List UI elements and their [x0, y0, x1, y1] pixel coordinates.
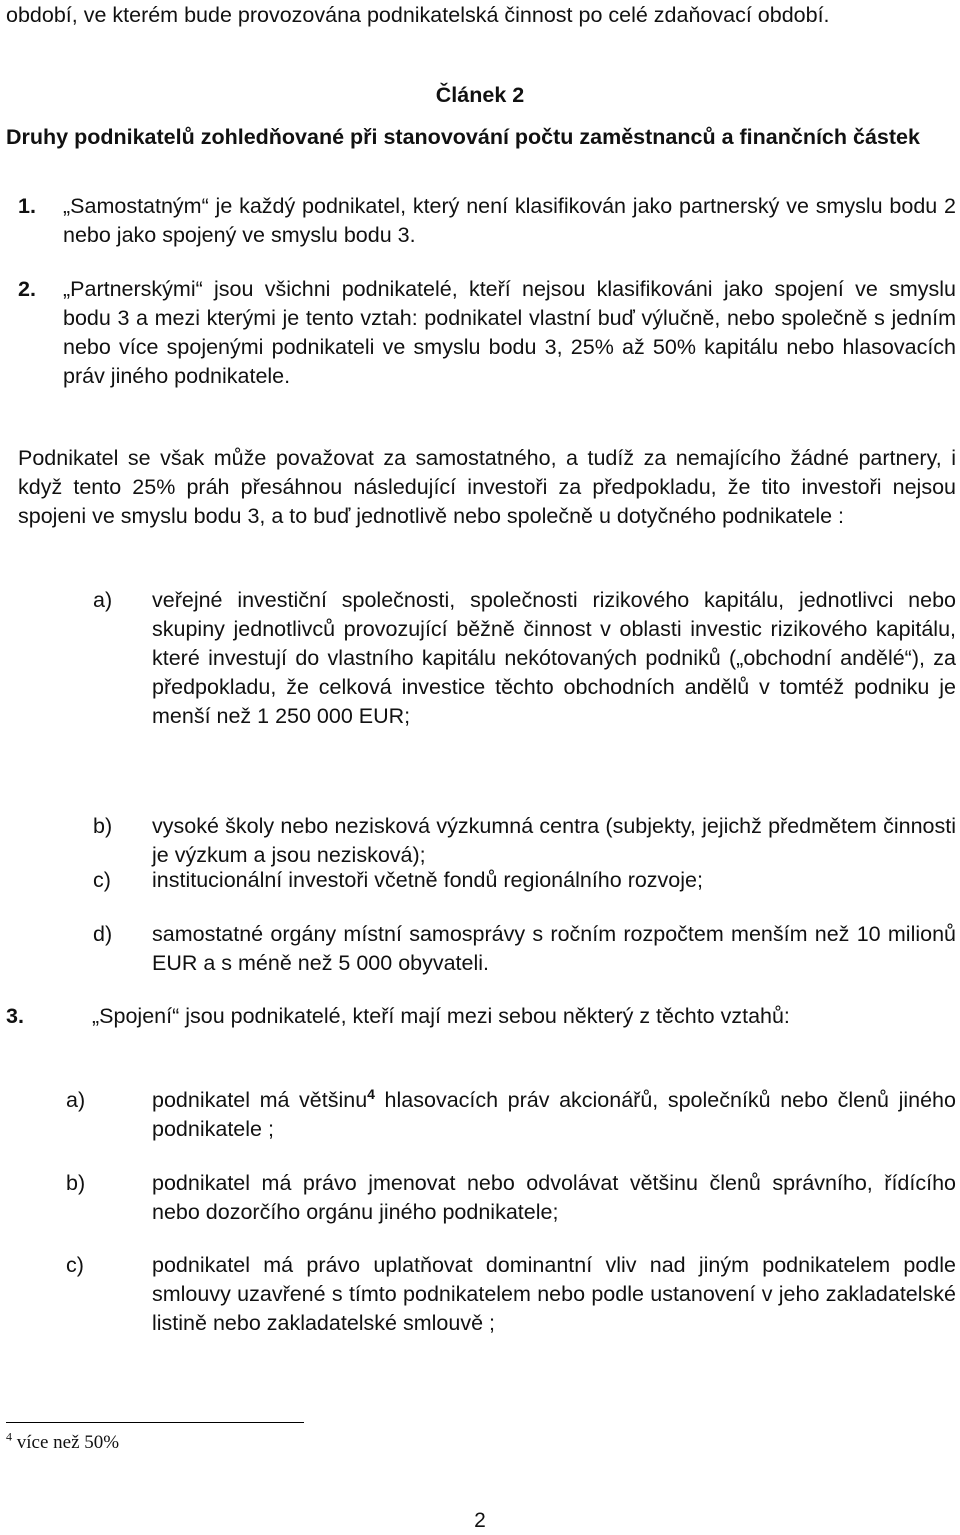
relation-a-label: a)	[66, 1088, 86, 1112]
paragraph-3-number: 3.	[6, 1004, 24, 1028]
footnote-divider	[6, 1422, 304, 1423]
investor-d-text: samostatné orgány místní samosprávy s ročním rozpočtem menším než 10 milionů EUR a s méně než 5 000 obyvateli.	[152, 922, 956, 975]
relation-a-text	[152, 1086, 956, 1144]
footnote-text: více než 50%	[12, 1432, 120, 1453]
paragraph-1-text: „Samostatným“ je každý podnikatel, který není klasifikován jako partnerský ve smyslu bodu 2 nebo jako spojený ve smyslu bodu 3.	[63, 194, 956, 247]
article-title: Druhy podnikatelů zohledňované při stanovování počtu zaměstnanců a finančních částek	[6, 125, 920, 149]
article-heading: Článek 2	[435, 83, 525, 107]
paragraph-2-number: 2.	[18, 277, 36, 301]
page-number: 2	[474, 1509, 486, 1532]
footnote-mark: 4	[6, 1429, 12, 1444]
investor-c-label: c)	[93, 868, 111, 892]
relation-a-text-end: hlasovacích práv akcionářů, společníků nebo členů jiného podnikatele ;	[152, 1088, 956, 1141]
relation-c-label: c)	[66, 1253, 84, 1277]
paragraph-2-text: „Partnerskými“ jsou všichni podnikatelé, kteří nejsou klasifikováni jako spojení ve smyslu bodu 3 a mezi kterými je tento vztah: podnikatel vlastní buď výlučně, nebo společně s jedním nebo více spojenými podnikateli ve smyslu bodu 3, 25% až 50% kapitálu nebo hlasovacích práv jiného podnikatele.	[63, 277, 956, 388]
footnote-reference: 4	[367, 1085, 375, 1102]
investor-c-text: institucionální investoři včetně fondů regionálního rozvoje;	[152, 868, 703, 892]
relation-a-text-start: podnikatel má většinu	[152, 1088, 368, 1112]
investor-b-label: b)	[93, 814, 113, 838]
paragraph-3-text: „Spojení“ jsou podnikatelé, kteří mají mezi sebou některý z těchto vztahů:	[92, 1004, 790, 1028]
investor-a-label: a)	[93, 588, 113, 612]
investor-b-text: vysoké školy nebo nezisková výzkumná centra (subjekty, jejichž předmětem činnosti je výzkum a jsou nezisková);	[152, 814, 956, 867]
relation-c-text: podnikatel má právo uplatňovat dominantní vliv nad jiným podnikatelem podle smlouvy uzavřené s tímto podnikatelem nebo podle ustanovení v jeho zakladatelské listině nebo zakladatelské smlouvě ;	[152, 1253, 956, 1335]
intro-text: období, ve kterém bude provozována podnikatelská činnost po celé zdaňovací období.	[6, 3, 830, 27]
footnote	[6, 1431, 119, 1455]
relation-b-text: podnikatel má právo jmenovat nebo odvolávat většinu členů správního, řídícího nebo dozorčího orgánu jiného podnikatele;	[152, 1171, 956, 1224]
investor-a-text: veřejné investiční společnosti, společnosti rizikového kapitálu, jednotlivci nebo skupiny jednotlivců provozující běžně činnost v oblasti investic rizikového kapitálu, které investují do vlastního kapitálu nekótovaných podniků („obchodní andělé“), za předpokladu, že celková investice těchto obchodních andělů v tomtéž podniku je menší než 1 250 000 EUR;	[152, 588, 956, 728]
paragraph-1-number: 1.	[18, 194, 36, 218]
relation-b-label: b)	[66, 1171, 86, 1195]
exception-paragraph: Podnikatel se však může považovat za samostatného, a tudíž za nemajícího žádné partnery, i když tento 25% práh přesáhnou následující investoři za předpokladu, že tito investoři nejsou spojeni ve smyslu bodu 3, a to buď jednotlivě nebo společně u dotyčného podnikatele :	[18, 446, 956, 528]
investor-d-label: d)	[93, 922, 113, 946]
